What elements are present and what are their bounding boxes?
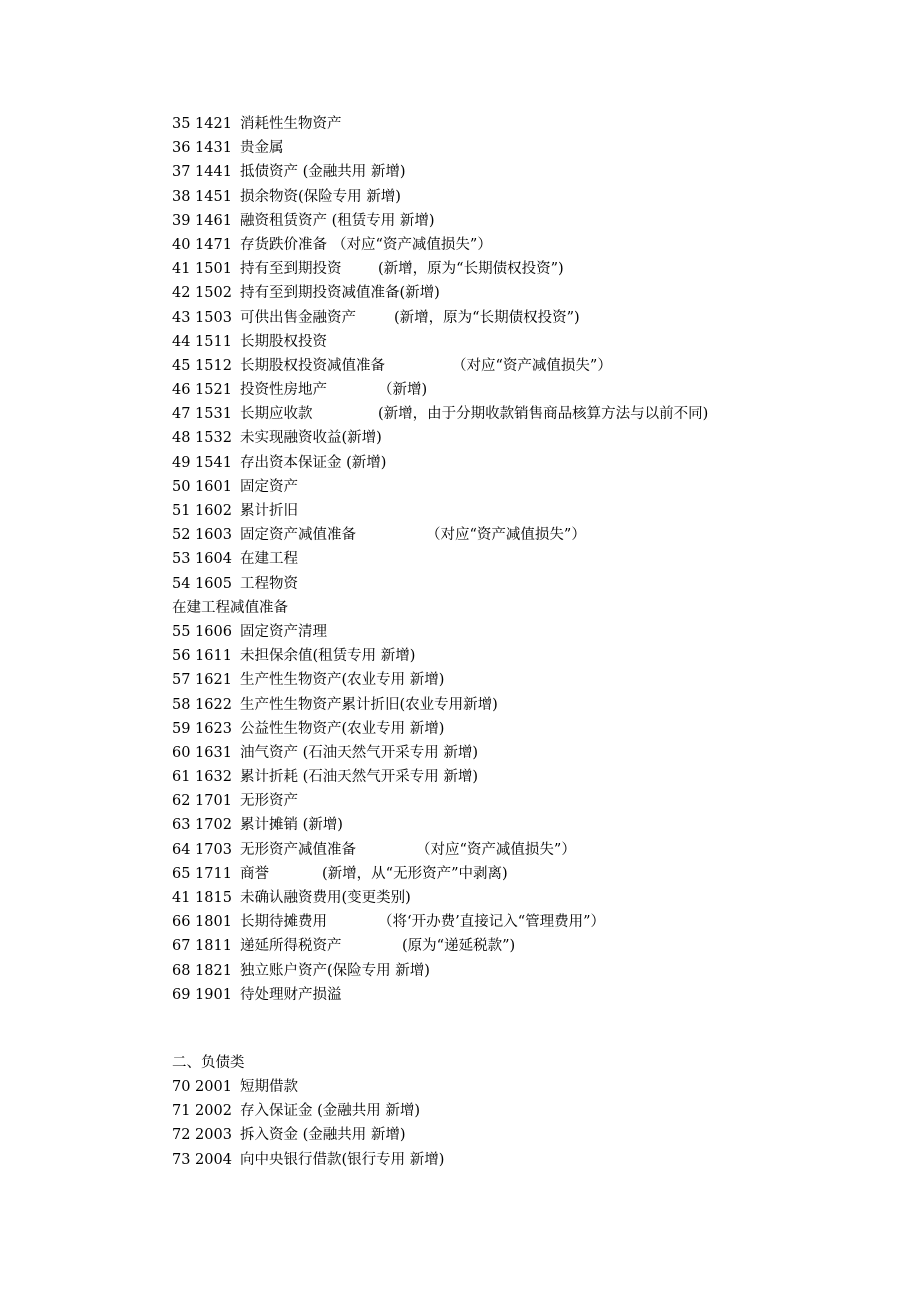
account-code: 61 1632 bbox=[172, 769, 232, 786]
account-name: 向中央银行借款(银行专用 新增) bbox=[239, 1151, 445, 1168]
account-code: 42 1502 bbox=[172, 285, 232, 302]
account-name: 存入保证金 (金融共用 新增) bbox=[239, 1103, 420, 1120]
account-code: 73 2004 bbox=[172, 1151, 232, 1168]
account-note: （对应“资产减值损失”） bbox=[416, 841, 576, 858]
account-code: 53 1604 bbox=[172, 551, 232, 568]
account-row bbox=[172, 789, 892, 813]
account-name: 在建工程减值准备 bbox=[172, 599, 288, 616]
account-code: 63 1702 bbox=[172, 817, 232, 834]
account-name: 长期股权投资 bbox=[239, 333, 327, 350]
account-row bbox=[172, 160, 892, 184]
account-row bbox=[172, 813, 892, 837]
account-name: 长期股权投资减值准备 bbox=[239, 357, 385, 374]
account-note: (新增，从“无形资产”中剥离) bbox=[322, 865, 508, 882]
account-code: 41 1815 bbox=[172, 890, 232, 906]
account-row bbox=[172, 572, 892, 596]
account-code: 69 1901 bbox=[172, 986, 232, 1003]
account-row bbox=[172, 1099, 892, 1123]
account-name: 在建工程 bbox=[239, 551, 298, 568]
account-row bbox=[172, 862, 892, 886]
account-name: 融资租赁资产 (租赁专用 新增) bbox=[239, 212, 435, 229]
account-code: 66 1801 bbox=[172, 914, 232, 931]
account-name: 生产性生物资产(农业专用 新增) bbox=[239, 672, 445, 689]
account-code: 39 1461 bbox=[172, 212, 232, 229]
account-name: 油气资产 (石油天然气开采专用 新增) bbox=[239, 744, 478, 761]
account-name: 累计折耗 (石油天然气开采专用 新增) bbox=[239, 769, 478, 786]
account-code: 46 1521 bbox=[172, 382, 232, 399]
account-row bbox=[172, 886, 892, 910]
account-code: 60 1631 bbox=[172, 744, 232, 761]
account-code: 35 1421 bbox=[172, 116, 232, 132]
account-name: 生产性生物资产累计折旧(农业专用新增) bbox=[239, 696, 498, 713]
account-name: 公益性生物资产(农业专用 新增) bbox=[239, 720, 445, 737]
account-note: (新增，原为“长期债权投资”) bbox=[394, 309, 580, 326]
account-row bbox=[172, 547, 892, 571]
account-row bbox=[172, 257, 892, 281]
account-code: 43 1503 bbox=[172, 309, 232, 326]
account-name: 未确认融资费用(变更类别) bbox=[239, 890, 411, 906]
account-row bbox=[172, 983, 892, 1007]
account-code: 41 1501 bbox=[172, 261, 232, 278]
account-name: 可供出售金融资产 bbox=[239, 309, 356, 326]
account-row bbox=[172, 451, 892, 475]
account-name: 无形资产减值准备 bbox=[239, 841, 356, 858]
account-row bbox=[172, 499, 892, 523]
account-row bbox=[172, 136, 892, 160]
account-note: （将‘开办费’直接记入“管理费用”） bbox=[378, 914, 606, 931]
account-row bbox=[172, 1148, 892, 1172]
account-name: 持有至到期投资 bbox=[239, 261, 342, 278]
account-name: 固定资产减值准备 bbox=[239, 527, 356, 544]
account-name: 长期待摊费用 bbox=[239, 914, 327, 931]
account-name: 长期应收款 bbox=[239, 406, 313, 423]
account-note: (新增，由于分期收款销售商品核算方法与以前不同) bbox=[378, 406, 709, 423]
account-name: 抵债资产 (金融共用 新增) bbox=[239, 164, 406, 181]
account-code: 52 1603 bbox=[172, 527, 232, 544]
account-code: 71 2002 bbox=[172, 1103, 232, 1120]
account-row bbox=[172, 620, 892, 644]
account-note: （对应“资产减值损失”） bbox=[332, 236, 492, 253]
account-code: 64 1703 bbox=[172, 841, 232, 858]
account-name: 独立账户资产(保险专用 新增) bbox=[239, 962, 430, 979]
account-name: 持有至到期投资减值准备(新增) bbox=[239, 285, 440, 302]
account-row bbox=[172, 959, 892, 983]
account-code: 72 2003 bbox=[172, 1127, 232, 1144]
account-row bbox=[172, 644, 892, 668]
account-code: 55 1606 bbox=[172, 623, 232, 640]
account-name: 存货跌价准备 bbox=[239, 236, 327, 253]
account-name: 累计摊销 (新增) bbox=[239, 817, 343, 834]
account-code: 65 1711 bbox=[172, 865, 232, 882]
account-name: 固定资产清理 bbox=[239, 623, 327, 640]
account-row bbox=[172, 475, 892, 499]
account-code: 54 1605 bbox=[172, 575, 232, 592]
account-code: 68 1821 bbox=[172, 962, 232, 979]
account-code: 67 1811 bbox=[172, 938, 232, 955]
account-name: 未实现融资收益(新增) bbox=[239, 430, 382, 447]
account-code: 58 1622 bbox=[172, 696, 232, 713]
account-code: 44 1511 bbox=[172, 333, 232, 350]
account-code: 57 1621 bbox=[172, 672, 232, 689]
account-name: 无形资产 bbox=[239, 793, 298, 810]
account-row bbox=[172, 717, 892, 741]
account-row bbox=[172, 838, 892, 862]
account-row bbox=[172, 378, 892, 402]
account-code: 59 1623 bbox=[172, 720, 232, 737]
account-code: 45 1512 bbox=[172, 357, 232, 374]
account-code: 40 1471 bbox=[172, 236, 232, 253]
account-code: 51 1602 bbox=[172, 503, 232, 519]
account-row bbox=[172, 306, 892, 330]
account-row bbox=[172, 765, 892, 789]
account-row bbox=[172, 1075, 892, 1099]
account-note: （对应“资产减值损失”） bbox=[426, 527, 586, 544]
account-row bbox=[172, 185, 892, 209]
account-name: 累计折旧 bbox=[239, 503, 298, 519]
account-code: 56 1611 bbox=[172, 648, 232, 665]
account-row bbox=[172, 596, 892, 620]
account-name: 损余物资(保险专用 新增) bbox=[239, 188, 401, 205]
account-code: 48 1532 bbox=[172, 430, 232, 447]
account-code: 38 1451 bbox=[172, 188, 232, 205]
account-code: 50 1601 bbox=[172, 478, 232, 495]
account-row bbox=[172, 741, 892, 765]
account-code: 62 1701 bbox=[172, 793, 232, 810]
account-name: 消耗性生物资产 bbox=[239, 116, 342, 132]
account-row bbox=[172, 668, 892, 692]
account-row bbox=[172, 1123, 892, 1147]
account-row bbox=[172, 426, 892, 450]
account-name: 商誉 bbox=[239, 865, 269, 882]
account-row bbox=[172, 281, 892, 305]
account-code: 49 1541 bbox=[172, 454, 232, 471]
account-name: 投资性房地产 bbox=[239, 382, 327, 399]
account-row bbox=[172, 934, 892, 958]
account-name: 待处理财产损溢 bbox=[239, 986, 342, 1003]
account-row bbox=[172, 233, 892, 257]
account-row bbox=[172, 910, 892, 934]
account-row bbox=[172, 112, 892, 136]
account-code: 47 1531 bbox=[172, 406, 232, 423]
account-note: (原为“递延税款”) bbox=[402, 938, 516, 955]
assets-account-list bbox=[172, 112, 892, 1007]
account-note: （新增) bbox=[378, 382, 428, 399]
liabilities-account-list bbox=[172, 1075, 892, 1172]
account-code: 70 2001 bbox=[172, 1079, 232, 1095]
section-heading-liabilities: 二、负债类 bbox=[172, 1055, 245, 1071]
account-name: 递延所得税资产 bbox=[239, 938, 342, 955]
account-name: 短期借款 bbox=[239, 1079, 298, 1095]
account-name: 固定资产 bbox=[239, 478, 298, 495]
account-code: 36 1431 bbox=[172, 140, 232, 157]
account-row bbox=[172, 209, 892, 233]
account-note: (新增，原为“长期债权投资”) bbox=[378, 261, 564, 278]
account-name: 贵金属 bbox=[239, 140, 284, 157]
account-name: 未担保余值(租赁专用 新增) bbox=[239, 648, 416, 665]
account-note: （对应“资产减值损失”） bbox=[452, 357, 612, 374]
account-row bbox=[172, 693, 892, 717]
account-row bbox=[172, 354, 892, 378]
account-row bbox=[172, 402, 892, 426]
account-name: 拆入资金 (金融共用 新增) bbox=[239, 1127, 406, 1144]
account-row bbox=[172, 330, 892, 354]
account-row bbox=[172, 523, 892, 547]
account-name: 存出资本保证金 (新增) bbox=[239, 454, 387, 471]
account-name: 工程物资 bbox=[239, 575, 298, 592]
account-code: 37 1441 bbox=[172, 164, 232, 181]
